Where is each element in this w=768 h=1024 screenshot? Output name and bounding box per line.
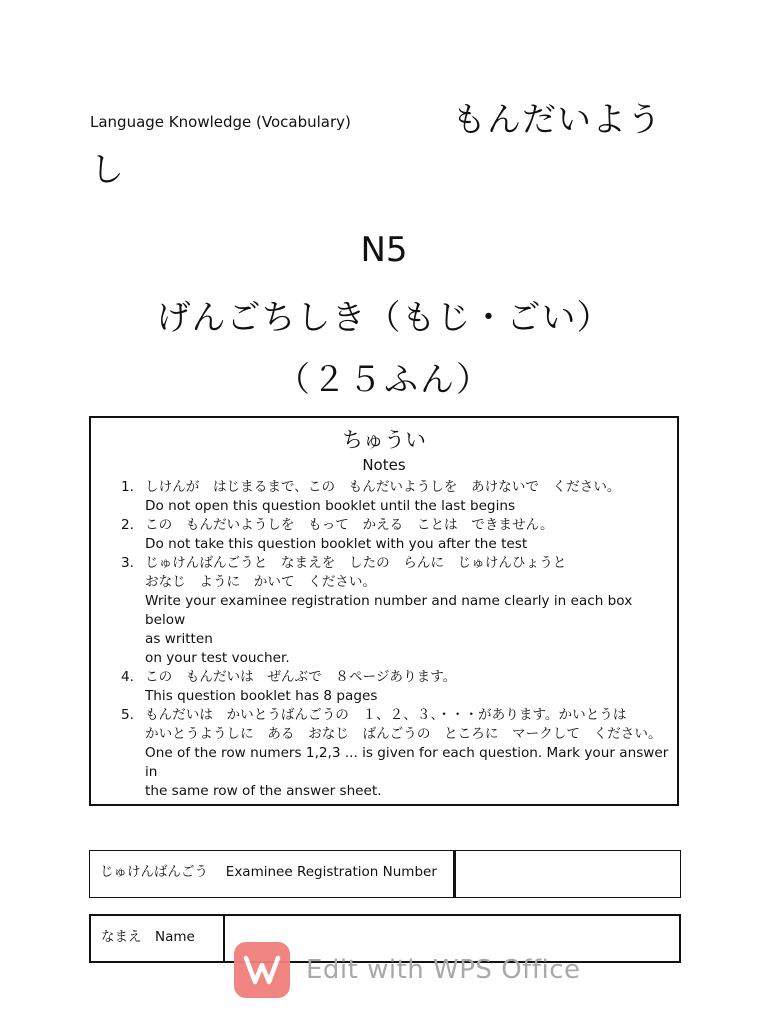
- note-line: This question booklet has 8 pages: [145, 688, 378, 704]
- note-line: おなじ ように かいて ください。: [145, 574, 377, 590]
- note-line: この もんだいは ぜんぶで ８ページあります。: [145, 669, 457, 685]
- note-line: the same row of the answer sheet.: [145, 783, 382, 799]
- registration-number-label: じゅけんばんごう Examinee Registration Number: [90, 851, 456, 897]
- notes-box: [89, 416, 679, 806]
- note-number: 5.: [121, 707, 134, 723]
- registration-number-field[interactable]: [456, 851, 680, 897]
- note-item: [121, 706, 669, 801]
- watermark-text: Edit with WPS Office: [306, 955, 581, 985]
- note-line: One of the row numers 1,2,3 ... is given for each question. Mark your answer in: [145, 745, 669, 780]
- note-number: 3.: [121, 555, 134, 571]
- notes-list: [121, 478, 669, 801]
- registration-number-row: [89, 850, 681, 898]
- exam-subject: げんごちしき（もじ・ごい）: [156, 298, 612, 338]
- booklet-title: もんだいよう: [452, 100, 662, 140]
- exam-time-limit: （２５ふん）: [276, 360, 492, 400]
- wps-logo-icon: [234, 942, 290, 998]
- note-number: 4.: [121, 669, 134, 685]
- note-item: [121, 554, 669, 668]
- note-line: on your test voucher.: [145, 650, 290, 666]
- note-line: この もんだいようしを もって かえる ことは できません。: [145, 517, 554, 533]
- note-line: Write your examinee registration number and name clearly in each box below: [145, 593, 633, 628]
- note-number: 1.: [121, 479, 134, 495]
- note-item: [121, 478, 669, 516]
- name-label: なまえ Name: [91, 916, 225, 961]
- note-line: かいとうようしに ある おなじ ばんごうの ところに マークして ください。: [145, 726, 662, 742]
- note-line: Do not take this question booklet with you after the test: [145, 536, 528, 552]
- notes-heading: ちゅうい: [342, 428, 426, 452]
- notes-subheading: Notes: [362, 456, 406, 474]
- note-line: しけんが はじまるまで、この もんだいようしを あけないで ください。: [145, 479, 621, 495]
- note-line: as written: [145, 631, 213, 647]
- booklet-title-wrap: し: [90, 150, 124, 190]
- note-item: [121, 516, 669, 554]
- section-label: Language Knowledge (Vocabulary): [90, 113, 351, 131]
- note-line: じゅけんばんごうと なまえを したの らんに じゅけんひょうと: [145, 555, 567, 571]
- note-line: もんだいは かいとうばんごうの １、２、３、・・・があります。かいとうは: [145, 707, 627, 723]
- note-item: [121, 668, 669, 706]
- note-line: Do not open this question booklet until the last begins: [145, 498, 516, 514]
- wps-watermark[interactable]: [234, 942, 580, 998]
- note-number: 2.: [121, 517, 134, 533]
- exam-level: N5: [360, 230, 408, 270]
